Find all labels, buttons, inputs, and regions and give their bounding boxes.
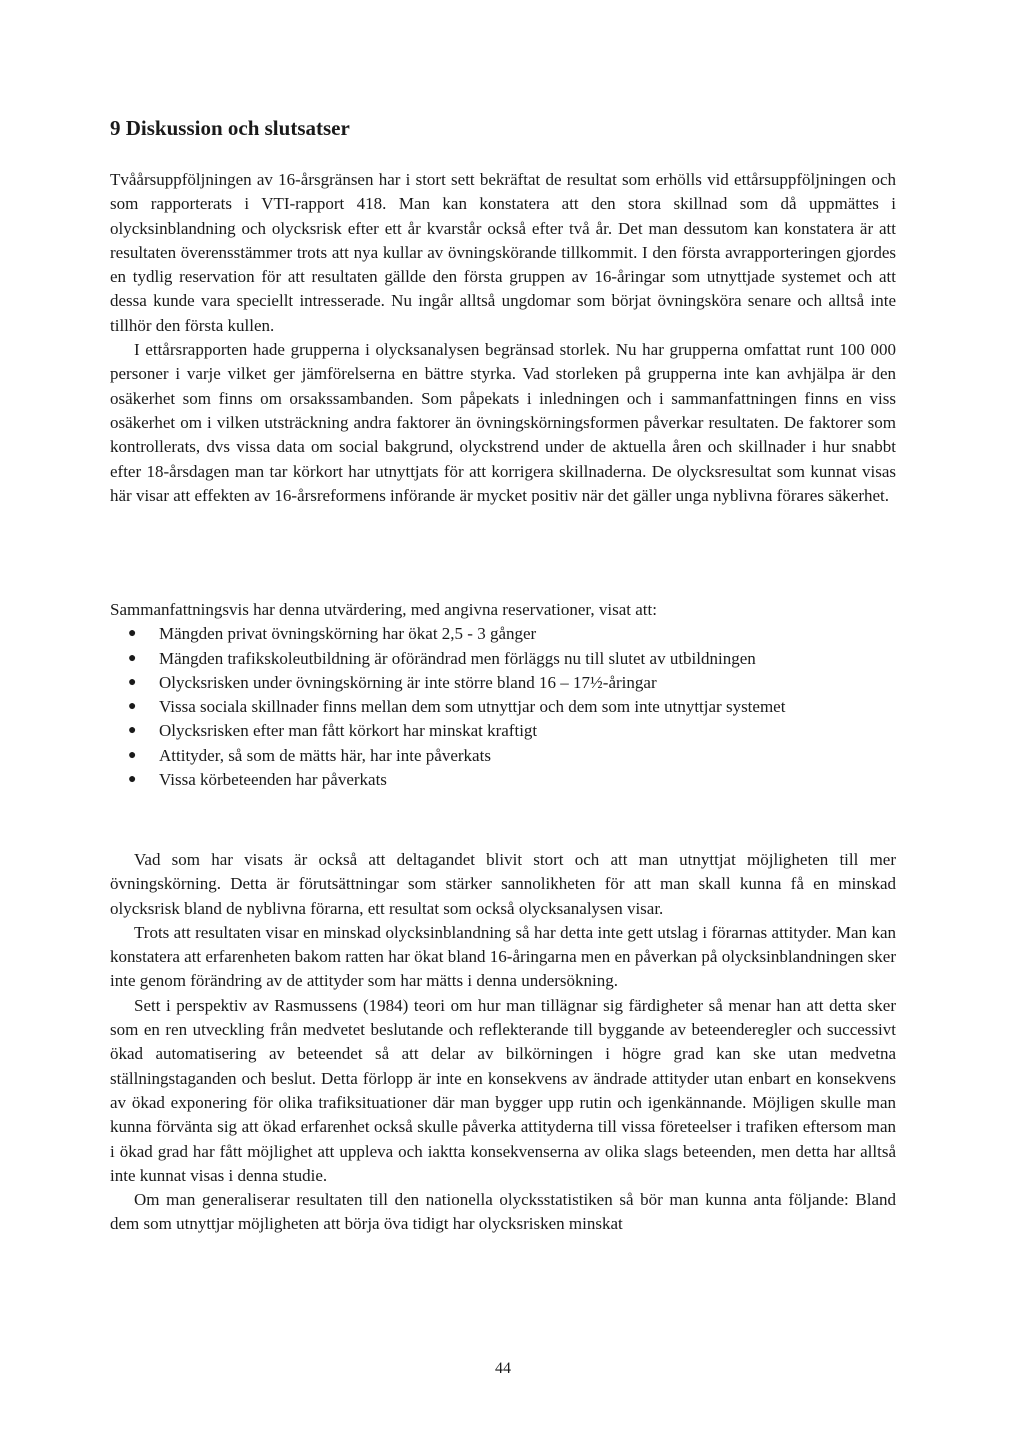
list-item-text: Attityder, så som de mätts här, har inte påverkats [159,745,491,765]
paragraph-group-sizes: I ettårsrapporten hade grupperna i olycksanalysen begränsad storlek. Nu har grupperna omfattat runt 100 000 personer i varje vilket ger jämförelserna en bättre styrka. Vad storleken på grupperna inte kan avhjälpa är den osäkerhet som finns om orsakssambanden. Som påpekats i inledningen och i sammanfattningen finns en viss osäkerhet om i vilken utsträckning andra faktorer än övningskörningsformen påverkar resultaten. De faktorer som kontrollerats, dvs vissa data om social bakgrund, olyckstrend under de aktuella åren och skillnader i hur snabbt efter 18-årsdagen man tar körkort har utnyttjats för att korrigera skillnaderna. De olycksresultat som kunnat visas här visar att effekten av 16-årsreformens införande är mycket positiv när det gäller unga nyblivna förares säkerhet. [110,340,896,505]
section-heading: 9 Diskussion och slutsatser [110,116,350,140]
bullet-icon: ● [128,747,137,763]
paragraph-participation: Vad som har visats är också att deltagandet blivit stort och att man utnyttjat möjligheten till mer övningskörning. Detta är förutsättningar som stärker sannolikheten för att man skall kunna få en minskad olycksrisk bland de nyblivna förarna, ett resultat som också olycksanalysen visar. [110,850,896,918]
list-item [110,695,896,719]
bullet-icon: ● [128,772,137,788]
paragraph-generalisation: Om man generaliserar resultaten till den nationella olycksstatistiken så bör man kunna anta följande: Bland dem som utnyttjar möjligheten att börja öva tidigt har olycksrisken minskat [110,1190,896,1234]
list-item-text: Olycksrisken under övningskörning är inte större bland 16 – 17½-åringar [159,672,657,692]
list-item-text: Olycksrisken efter man fått körkort har minskat kraftigt [159,721,538,741]
summary-intro: Sammanfattningsvis har denna utvärdering, med angivna reservationer, visat att: [110,600,657,619]
bullet-icon: ● [128,626,137,642]
paragraph-followup-results: Tvåårsuppföljningen av 16-årsgränsen har i stort sett bekräftat de resultat som erhölls vid ettårsuppföljningen och som rapporterats i VTI-rapport 418. Man kan konstatera att den stora skillnad som då uppmättes i olycksinblandning och olycksrisk efter ett år kvarstår också efter två år. Det man dessutom kan konstatera är att resultaten överensstämmer trots att nya kullar av övningskörande tillkommit. I den första avrapporteringen gjordes en tydlig reservation för att resultaten gällde den första gruppen av 16-åringar som utnyttjade systemet och att dessa kunde vara speciellt intresserade. Nu ingår alltså ungdomar som börjat övningsköra senare och alltså inte tillhör den första kullen. [110,170,896,335]
bullet-icon: ● [128,650,137,666]
list-item-text: Vissa körbeteenden har påverkats [159,770,387,790]
list-item-text: Vissa sociala skillnader finns mellan dem som utnyttjar och dem som inte utnyttjar systemet [159,697,786,717]
intro-section [110,168,896,508]
list-item-text: Mängden privat övningskörning har ökat 2,5 - 3 gånger [159,624,537,644]
bullet-icon: ● [128,674,137,690]
page-number: 44 [495,1360,511,1377]
findings-list [110,622,896,792]
list-item [110,622,896,646]
summary-section [110,598,896,792]
list-item [110,768,896,792]
document-page [110,0,896,1448]
list-item [110,744,896,768]
paragraph-attitudes: Trots att resultaten visar en minskad olycksinblandning så har detta inte gett utslag i förarnas attityder. Man kan konstatera att erfarenheten bakom ratten har ökat bland 16-åringarna men en påverkan på olycksinblandningen sker inte genom förändring av de attityder som har mätts i denna undersökning. [110,922,896,991]
list-item [110,647,896,671]
bullet-icon: ● [128,723,137,739]
bullet-icon: ● [128,699,137,715]
list-item-text: Mängden trafikskoleutbildning är oförändrad men förläggs nu till slutet av utbildningen [159,648,756,668]
paragraph-rasmussen: Sett i perspektiv av Rasmussens (1984) teori om hur man tillägnar sig färdigheter så menar han att detta sker som en ren utveckling från medvetet beslutande och reflekterande till byggande av beteenderegler och successivt ökad automatisering av beteendet så att delar av bilkörningen i högre grad kan ske utan medvetna ställningstaganden och beslut. Detta förlopp är inte en konsekvens av ändrade attityder utan enbart en konsekvens av ökad exponering för olika trafiksituationer där man bygger upp rutin och igenkännande. Möjligen skulle man kunna förvänta sig att ökad erfarenhet också skulle påverka attityderna till vissa företeelser i trafiken eftersom man i ökad grad har fått möjlighet att uppleva och iaktta konsekvenserna av olika slags beteenden, men detta har alltså inte kunnat visas i denna studie. [110,995,896,1185]
discussion-section [110,848,896,1237]
list-item [110,719,896,743]
list-item [110,671,896,695]
